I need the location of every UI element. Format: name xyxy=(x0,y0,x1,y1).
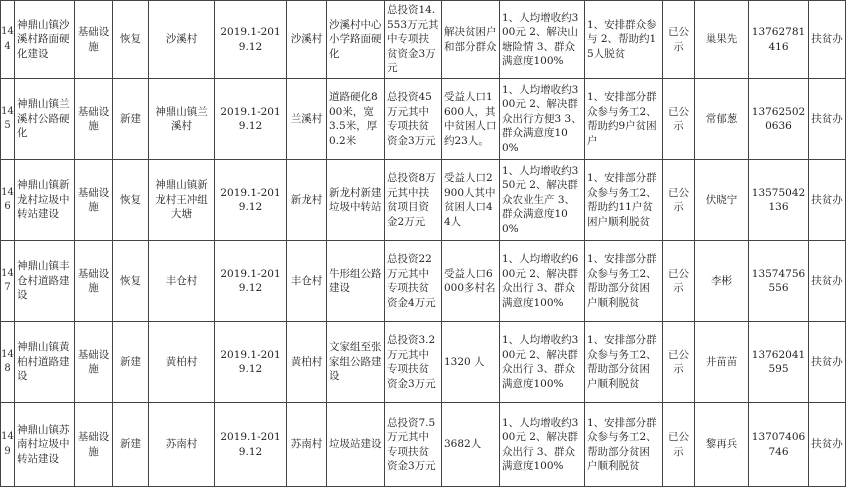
row-number: 147 xyxy=(1,241,15,322)
department: 扶贫办 xyxy=(809,403,846,487)
phone-number: 13707406746 xyxy=(749,403,809,487)
project-type: 基础设施 xyxy=(75,79,113,160)
beneficiaries: 受益人口2900人其中贫困人口44人 xyxy=(442,160,500,241)
phone-number: 13575042136 xyxy=(749,160,809,241)
funds: 总投资45万元其中专项扶贫资金3万元 xyxy=(385,79,442,160)
funds: 总投资7.5万元其中专项扶贫资金3万元 xyxy=(385,403,442,487)
project-type: 基础设施 xyxy=(75,1,113,79)
construction-content: 道路硬化800米，宽3.5米，厚0.2米 xyxy=(327,79,385,160)
performance-target: 1、人均增收约300元 2、解决群众出行 3、群众满意度100% xyxy=(500,403,585,487)
project-period: 2019.1-2019.12 xyxy=(215,322,287,403)
beneficiaries: 1320 人 xyxy=(442,322,500,403)
village: 沙溪村 xyxy=(287,1,327,79)
contact-person: 巢果先 xyxy=(695,1,749,79)
phone-number: 13574756556 xyxy=(749,241,809,322)
contact-person: 黎再兵 xyxy=(695,403,749,487)
beneficiaries: 解决贫困户和部分群众 xyxy=(442,1,500,79)
project-location: 丰仓村 xyxy=(149,241,215,322)
funds: 总投资8万元其中扶贫项目资金2万元 xyxy=(385,160,442,241)
table-row xyxy=(1,79,846,160)
beneficiaries: 受益人口1600人，其中贫困人口约23人。 xyxy=(442,79,500,160)
construction-content: 牛形组公路建设 xyxy=(327,241,385,322)
project-location: 神鼎山镇新龙村王冲组大塘 xyxy=(149,160,215,241)
beneficiaries: 受益人口6000多村名 xyxy=(442,241,500,322)
project-location: 神鼎山镇兰溪村 xyxy=(149,79,215,160)
department: 扶贫办 xyxy=(809,241,846,322)
funds: 总投资14.553万元其中专项扶贫资金3万元 xyxy=(385,1,442,79)
table-row xyxy=(1,322,846,403)
village: 苏南村 xyxy=(287,403,327,487)
project-name: 神鼎山镇丰仓村道路建设 xyxy=(15,241,75,322)
department: 扶贫办 xyxy=(809,1,846,79)
publicity-status: 已公示 xyxy=(663,1,695,79)
beneficiaries: 3682人 xyxy=(442,403,500,487)
construction-nature: 新建 xyxy=(113,403,149,487)
performance-target: 1、人均增收约300元 2、解决群众出行方便3 3、群众满意度100% xyxy=(500,79,585,160)
table-row xyxy=(1,241,846,322)
department: 扶贫办 xyxy=(809,79,846,160)
performance-target: 1、人均增收约600元 2、解决群众出行 3、群众满意度100% xyxy=(500,241,585,322)
village: 新龙村 xyxy=(287,160,327,241)
construction-nature: 恢复 xyxy=(113,160,149,241)
contact-person: 常郁葱 xyxy=(695,79,749,160)
project-period: 2019.1-2019.12 xyxy=(215,1,287,79)
project-location: 苏南村 xyxy=(149,403,215,487)
table-row xyxy=(1,160,846,241)
project-period: 2019.1-2019.12 xyxy=(215,403,287,487)
performance-target: 1、人均增收约350元 2、解决群众农业生产 3、群众满意度100% xyxy=(500,160,585,241)
project-period: 2019.1-2019.12 xyxy=(215,160,287,241)
contact-person: 李彬 xyxy=(695,241,749,322)
construction-nature: 新建 xyxy=(113,79,149,160)
construction-content: 文家组至张家组公路建设 xyxy=(327,322,385,403)
contact-person: 伏晓宁 xyxy=(695,160,749,241)
project-type: 基础设施 xyxy=(75,160,113,241)
benefit-mechanism: 1、安排部分群众参与务工2、帮助约11户贫困户顺利脱贫 xyxy=(585,160,663,241)
project-name: 神鼎山镇兰溪村公路硬化 xyxy=(15,79,75,160)
publicity-status: 已公示 xyxy=(663,322,695,403)
publicity-status: 已公示 xyxy=(663,79,695,160)
table-row xyxy=(1,403,846,487)
project-name: 神鼎山镇苏南村垃圾中转站建设 xyxy=(15,403,75,487)
village: 兰溪村 xyxy=(287,79,327,160)
project-period: 2019.1-2019.12 xyxy=(215,79,287,160)
project-type: 基础设施 xyxy=(75,241,113,322)
village: 丰仓村 xyxy=(287,241,327,322)
project-name: 神鼎山镇新龙村垃圾中转站建设 xyxy=(15,160,75,241)
publicity-status: 已公示 xyxy=(663,160,695,241)
performance-target: 1、人均增收约300元 2、解决山塘险情 3、群众满意度100% xyxy=(500,1,585,79)
performance-target: 1、人均增收约300元 2、解决群众出行 3、群众满意度100% xyxy=(500,322,585,403)
table-row xyxy=(1,1,846,79)
project-type: 基础设施 xyxy=(75,403,113,487)
publicity-status: 已公示 xyxy=(663,241,695,322)
phone-number: 13762781416 xyxy=(749,1,809,79)
row-number: 145 xyxy=(1,79,15,160)
contact-person: 井苗苗 xyxy=(695,322,749,403)
benefit-mechanism: 1、安排部分群众参与务工2、帮助部分贫困户顺利脱贫 xyxy=(585,322,663,403)
row-number: 148 xyxy=(1,322,15,403)
publicity-status: 已公示 xyxy=(663,403,695,487)
project-name: 神鼎山镇黄柏村道路建设 xyxy=(15,322,75,403)
project-location: 黄柏村 xyxy=(149,322,215,403)
village: 黄柏村 xyxy=(287,322,327,403)
row-number: 144 xyxy=(1,1,15,79)
row-number: 146 xyxy=(1,160,15,241)
department: 扶贫办 xyxy=(809,322,846,403)
funds: 总投资22万元其中专项扶贫资金4万元 xyxy=(385,241,442,322)
phone-number: 137625020636 xyxy=(749,79,809,160)
construction-content: 新龙村新建垃圾中转站 xyxy=(327,160,385,241)
benefit-mechanism: 1、安排部分群众参与务工2、帮助部分贫困户顺利脱贫 xyxy=(585,241,663,322)
benefit-mechanism: 1、安排群众参与 2、帮助约15人脱贫 xyxy=(585,1,663,79)
construction-nature: 恢复 xyxy=(113,1,149,79)
construction-content: 垃圾站建设 xyxy=(327,403,385,487)
benefit-mechanism: 1、安排部分群众参与务工2、帮助约9户贫困户 xyxy=(585,79,663,160)
row-number: 149 xyxy=(1,403,15,487)
department: 扶贫办 xyxy=(809,160,846,241)
funds: 总投资3.2万元其中专项扶贫资金3万元 xyxy=(385,322,442,403)
phone-number: 13762041595 xyxy=(749,322,809,403)
project-period: 2019.1-2019.12 xyxy=(215,241,287,322)
construction-content: 沙溪村中心小学路面硬化 xyxy=(327,1,385,79)
project-location: 沙溪村 xyxy=(149,1,215,79)
construction-nature: 恢复 xyxy=(113,241,149,322)
construction-nature: 新建 xyxy=(113,322,149,403)
benefit-mechanism: 1、安排部分群众参与务工2、帮助部分贫困户顺利脱贫 xyxy=(585,403,663,487)
project-type: 基础设施 xyxy=(75,322,113,403)
project-name: 神鼎山镇沙溪村路面硬化建设 xyxy=(15,1,75,79)
